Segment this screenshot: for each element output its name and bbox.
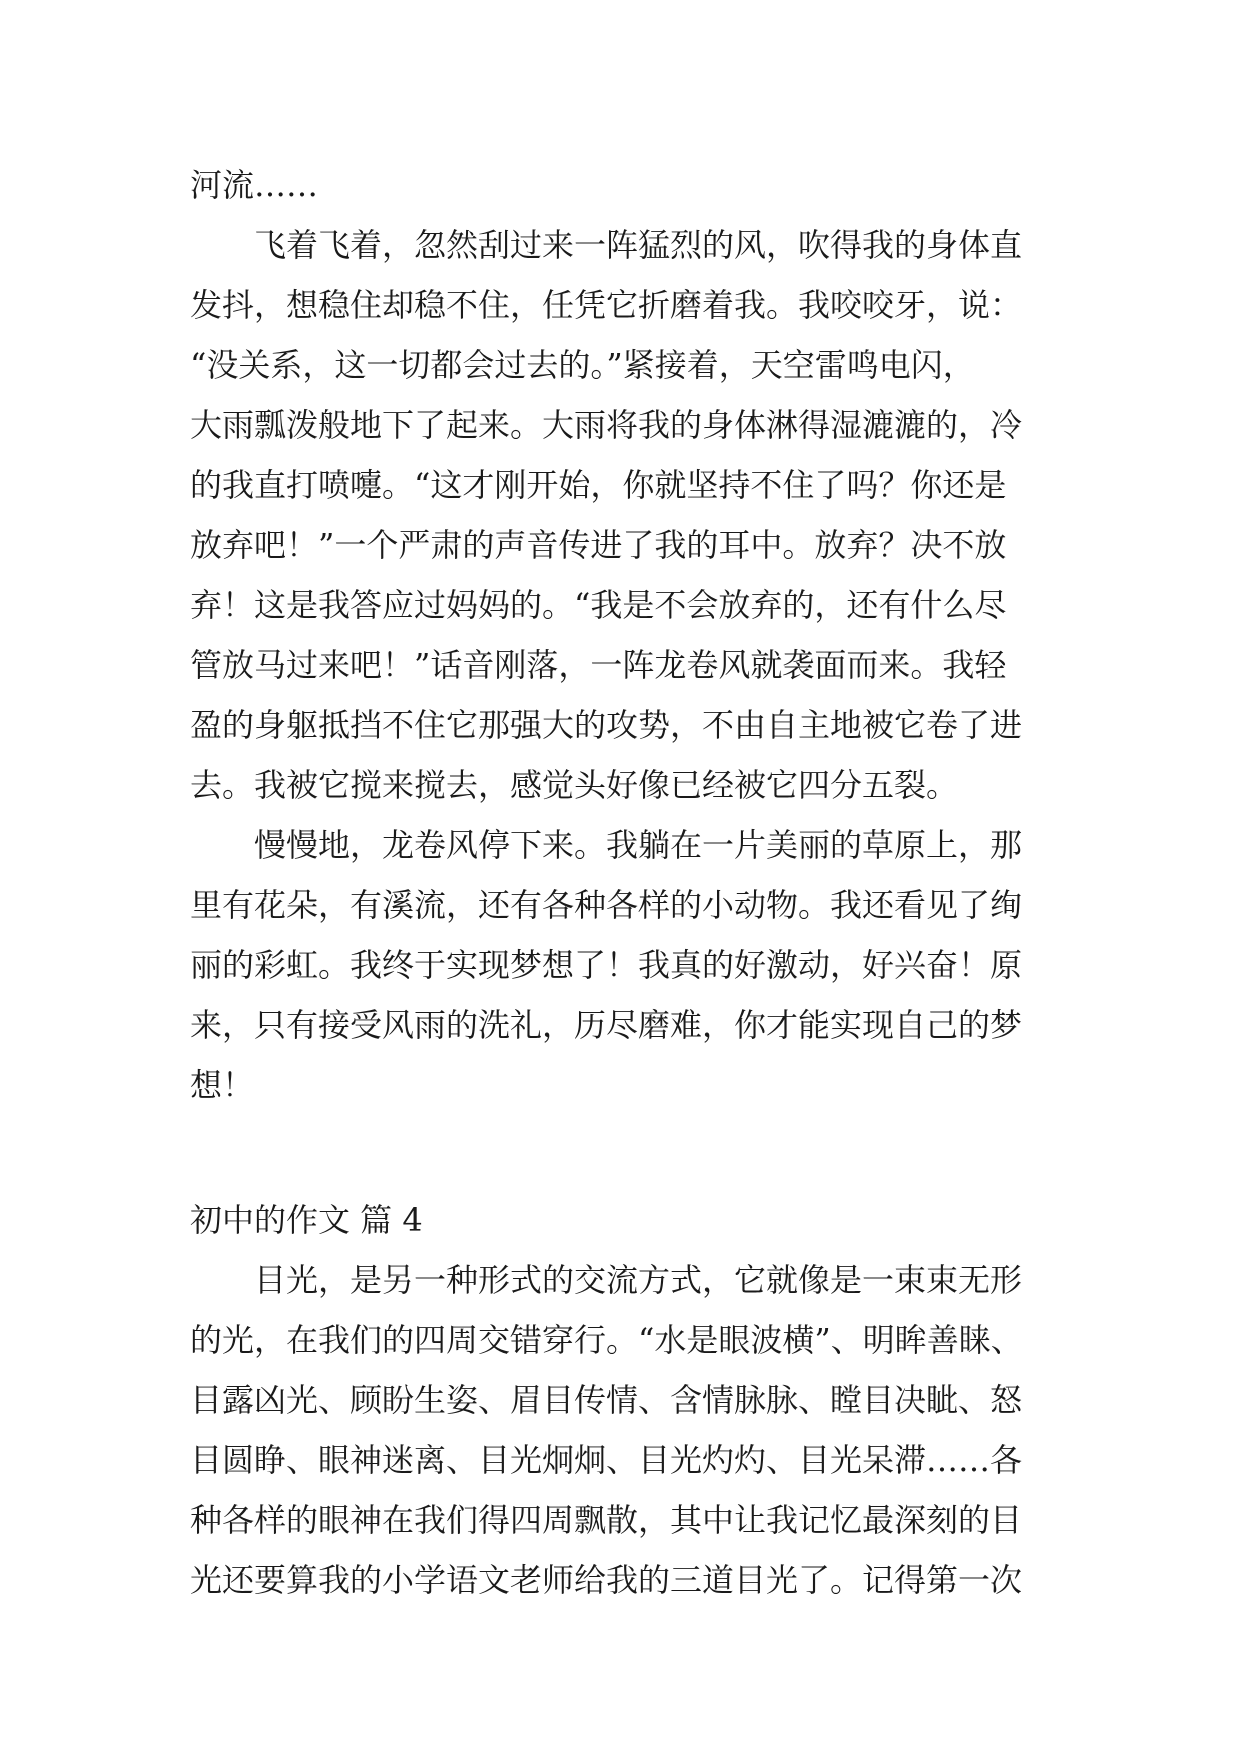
text-line: 目光，是另一种形式的交流方式，它就像是一束束无形 bbox=[254, 1261, 1023, 1299]
text-line: 来，只有接受风雨的洗礼，历尽磨难，你才能实现自己的梦 bbox=[190, 1006, 1023, 1044]
text-line: 去。我被它搅来搅去，感觉头好像已经被它四分五裂。 bbox=[190, 766, 959, 804]
text-line: 河流…… bbox=[190, 166, 319, 204]
paragraph bbox=[190, 815, 1060, 1115]
text-line: 盈的身躯抵挡不住它那强大的攻势，不由自主地被它卷了进 bbox=[190, 706, 1023, 744]
text-line: 放弃吧！”一个严肃的声音传进了我的耳中。放弃？决不放 bbox=[190, 526, 1007, 564]
paragraph bbox=[190, 1250, 1060, 1610]
text-line: 目露凶光、顾盼生姿、眉目传情、含情脉脉、瞠目决眦、怒 bbox=[190, 1381, 1023, 1419]
text-line: 光还要算我的小学语文老师给我的三道目光了。记得第一次 bbox=[190, 1561, 1023, 1599]
text-line: 大雨瓢泼般地下了起来。大雨将我的身体淋得湿漉漉的，冷 bbox=[190, 406, 1023, 444]
document-body bbox=[190, 155, 1060, 1610]
text-line: 种各样的眼神在我们得四周飘散，其中让我记忆最深刻的目 bbox=[190, 1501, 1023, 1539]
section-spacer bbox=[190, 1115, 1060, 1190]
essay-title: 初中的作文 篇 4 bbox=[190, 1201, 423, 1239]
text-line: 飞着飞着，忽然刮过来一阵猛烈的风，吹得我的身体直 bbox=[254, 226, 1023, 264]
text-line: 的我直打喷嚏。“这才刚开始，你就坚持不住了吗？你还是 bbox=[190, 466, 1007, 504]
text-line: “没关系，这一切都会过去的。”紧接着，天空雷鸣电闪， bbox=[190, 346, 975, 384]
text-line: 弃！这是我答应过妈妈的。“我是不会放弃的，还有什么尽 bbox=[190, 586, 1007, 624]
text-line: 发抖，想稳住却稳不住，任凭它折磨着我。我咬咬牙，说： bbox=[190, 286, 1023, 324]
text-line: 目圆睁、眼神迷离、目光炯炯、目光灼灼、目光呆滞……各 bbox=[190, 1441, 1023, 1479]
paragraph bbox=[190, 215, 1060, 815]
text-line: 里有花朵，有溪流，还有各种各样的小动物。我还看见了绚 bbox=[190, 886, 1023, 924]
text-line: 丽的彩虹。我终于实现梦想了！我真的好激动，好兴奋！原 bbox=[190, 946, 1023, 984]
text-line: 管放马过来吧！”话音刚落，一阵龙卷风就袭面而来。我轻 bbox=[190, 646, 1007, 684]
text-line: 慢慢地，龙卷风停下来。我躺在一片美丽的草原上，那 bbox=[254, 826, 1023, 864]
text-line: 的光，在我们的四周交错穿行。“水是眼波横”、明眸善睐、 bbox=[190, 1321, 1023, 1359]
text-line: 想！ bbox=[190, 1066, 255, 1104]
